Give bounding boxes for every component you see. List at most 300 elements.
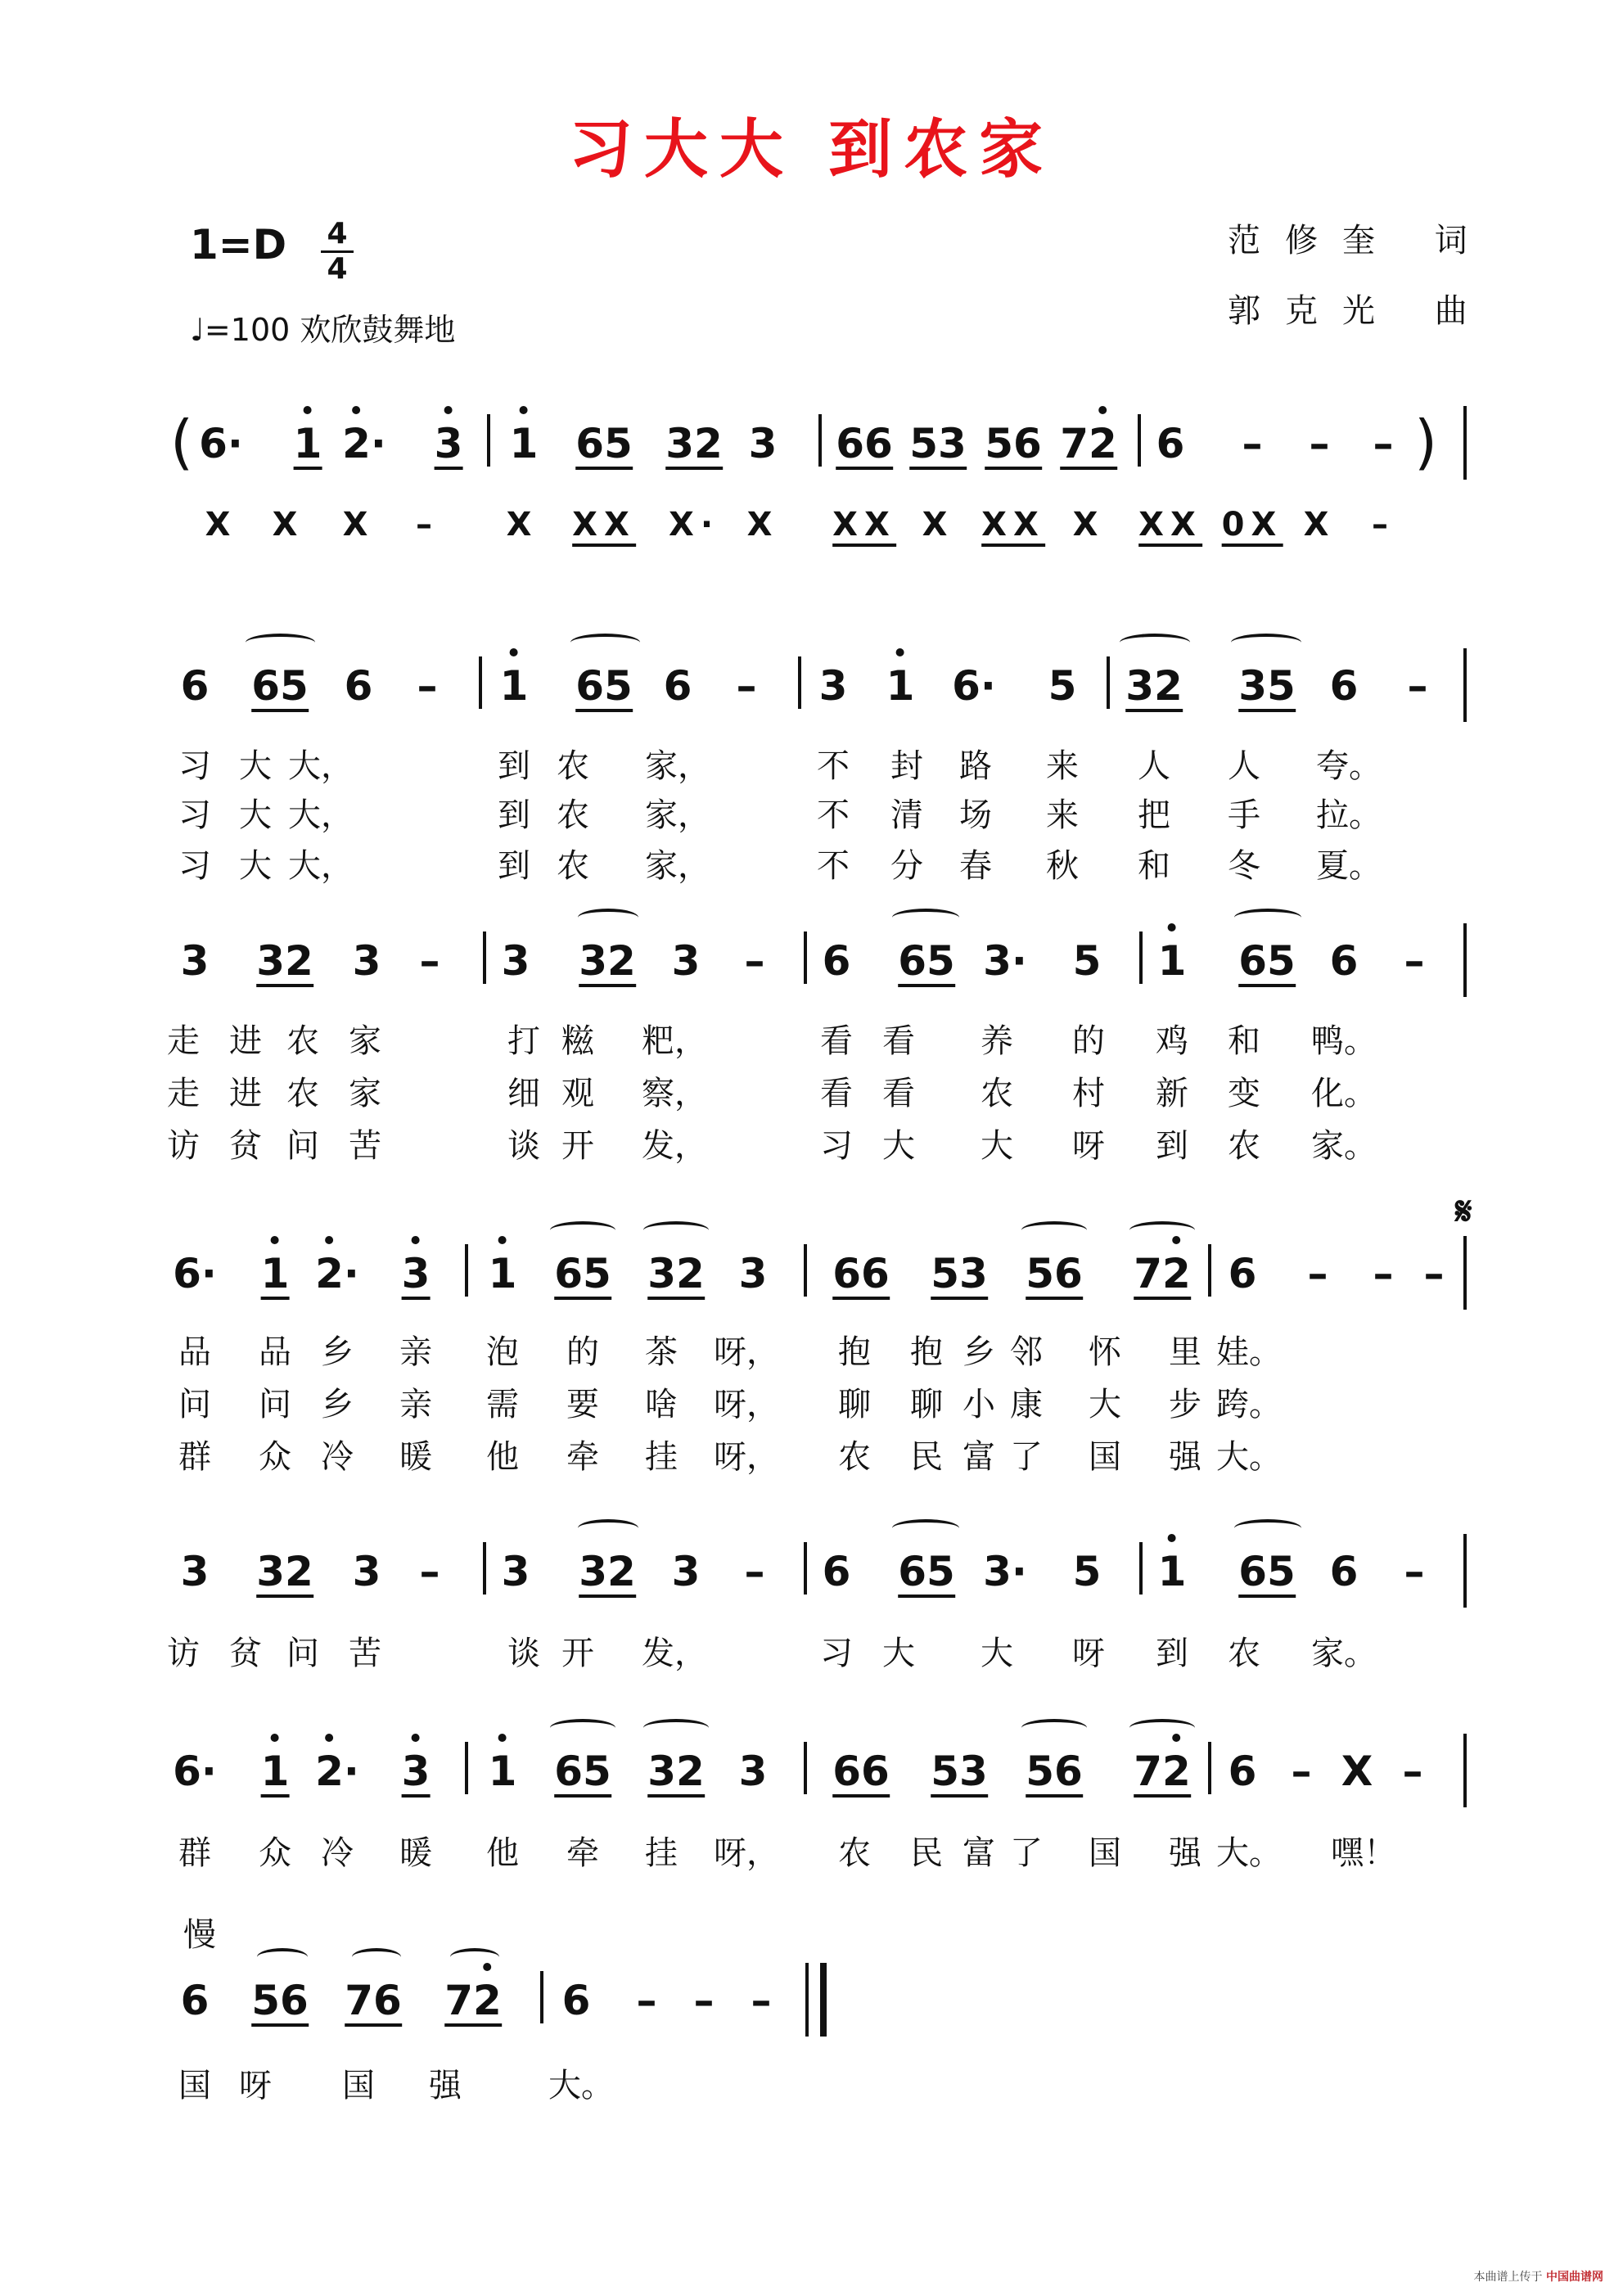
beam-line	[251, 2023, 309, 2027]
lyric-syllable: 牵	[566, 1834, 599, 1872]
note	[315, 1247, 359, 1300]
note	[435, 417, 463, 470]
note-digit: 2	[473, 1974, 502, 2027]
lyric-syllable: 夏。	[1316, 847, 1382, 885]
lyric-syllable: 到	[498, 796, 530, 834]
note	[1158, 1545, 1187, 1598]
note-digit: ·	[343, 1748, 359, 1795]
note-digit: 7	[345, 1977, 373, 2024]
note-digit: 3	[579, 1548, 607, 1595]
note-digit: 1	[261, 1247, 290, 1300]
beam-line	[256, 984, 313, 987]
note	[1229, 1247, 1257, 1300]
lyric-syllable: 拉。	[1316, 796, 1382, 834]
note-digit: 2	[607, 1548, 636, 1595]
footer-brand: 中国曲谱网	[1546, 2271, 1603, 2284]
note-digit: 6	[373, 1977, 402, 2024]
note	[1403, 1745, 1423, 1798]
lyric-syllable: 农	[557, 796, 589, 834]
note-digit: 5	[1026, 1748, 1054, 1795]
lyric-syllable: 众	[259, 1438, 291, 1476]
bar-line	[1463, 923, 1467, 997]
note-digit: 5	[1072, 1548, 1102, 1595]
note	[1424, 1247, 1445, 1300]
slur-mark	[1120, 634, 1190, 652]
beam-line	[294, 467, 322, 470]
note-digit: 2	[676, 1748, 705, 1795]
lyric-syllable: 不	[817, 847, 850, 885]
note	[575, 417, 633, 470]
lyric-syllable: 不	[817, 747, 850, 785]
line2-notes-row	[0, 935, 1623, 987]
note-digit: –	[1404, 1548, 1425, 1595]
lyric-syllable: 发，	[642, 1127, 707, 1165]
repeat-close-paren: )	[1414, 408, 1438, 476]
rhythm-text: –	[416, 506, 439, 544]
lyric-syllable: 问	[286, 1635, 319, 1672]
bar-line	[1139, 1542, 1143, 1595]
lyric-syllable: 的	[566, 1333, 599, 1371]
note-digit: 6	[554, 1250, 583, 1297]
note-digit: –	[419, 937, 440, 985]
slur-mark	[570, 634, 640, 652]
bar-line	[1138, 414, 1141, 467]
note	[181, 660, 210, 712]
lyric-syllable: 茶	[645, 1333, 678, 1371]
note	[342, 417, 386, 470]
note-digit: 5	[1048, 662, 1077, 710]
line6-notes-row	[0, 1974, 1623, 2027]
note-digit: 6	[1329, 1548, 1359, 1595]
lyric-syllable: 亲	[399, 1333, 432, 1371]
footer-watermark	[1474, 2268, 1603, 2285]
note	[1048, 660, 1077, 712]
note-digit: 6	[180, 1977, 210, 2024]
note	[985, 417, 1042, 470]
rhythm-symbol	[747, 506, 779, 544]
lyric-syllable: 到	[1156, 1127, 1188, 1165]
slur-mark	[892, 1519, 959, 1537]
bar-line	[1208, 1742, 1211, 1794]
bar-line	[483, 1542, 486, 1595]
lyric-syllable: 了	[1010, 1438, 1043, 1476]
rhythm-text: X	[342, 506, 375, 544]
note-digit: 1	[1158, 1545, 1187, 1598]
note	[251, 1974, 309, 2027]
note-digit: 1	[489, 1745, 517, 1798]
lyric-syllable: 强	[1169, 1834, 1201, 1872]
note-digit: X	[1341, 1748, 1373, 1795]
line3-notes-row	[0, 1247, 1623, 1300]
note-digit: 5	[985, 420, 1013, 467]
note-digit: 3	[647, 1748, 676, 1795]
note-digit: 1	[1158, 935, 1187, 987]
beam-line	[579, 984, 636, 987]
rhythm-symbol	[832, 506, 896, 544]
lyric-syllable: 步	[1169, 1386, 1201, 1423]
note-digit: 6	[952, 662, 981, 710]
note-digit: 6	[251, 662, 280, 710]
lyric-syllable: 大	[981, 1635, 1013, 1672]
note-digit: 6	[663, 662, 692, 710]
note-digit: 3	[983, 937, 1012, 985]
slur-mark	[1129, 1221, 1195, 1239]
footer-prefix: 本曲谱上传于	[1473, 2271, 1543, 2284]
beam-line	[444, 2023, 502, 2027]
lyric-syllable: 进	[229, 1022, 262, 1060]
beam-line	[931, 1297, 988, 1300]
note	[909, 417, 967, 470]
slur-mark	[257, 1948, 308, 1966]
note	[353, 1545, 381, 1598]
slur-mark	[352, 1948, 401, 1966]
note	[672, 1545, 701, 1598]
slur-mark	[1234, 1519, 1301, 1537]
bar-line	[487, 414, 490, 467]
note-digit: 2	[1162, 1745, 1191, 1798]
note-digit: 3	[501, 1548, 530, 1595]
lyric-syllable: 挂	[645, 1438, 678, 1476]
lyric-syllable: 夸。	[1316, 747, 1382, 785]
lyric-syllable: 贫	[229, 1127, 262, 1165]
lyric-syllable: 发，	[642, 1635, 707, 1672]
lyric-syllable: 人	[1228, 747, 1260, 785]
lyric-syllable: 粑，	[642, 1022, 707, 1060]
lyric-syllable: 到	[498, 847, 530, 885]
bar-line	[818, 414, 822, 467]
note-digit: 6	[180, 662, 210, 710]
lyric-syllable: 家，	[645, 847, 710, 885]
octave-dot	[412, 1734, 420, 1742]
beam-line	[402, 1794, 431, 1798]
note-digit: 6	[344, 662, 373, 710]
slur-mark	[1231, 634, 1301, 652]
lyric-syllable: 要	[566, 1386, 599, 1423]
note-digit: –	[1242, 420, 1263, 467]
rhythm-text: X·	[668, 506, 720, 544]
note	[1026, 1247, 1083, 1300]
note-digit: 6	[861, 1748, 890, 1795]
lyric-syllable: 观	[561, 1075, 594, 1112]
note-digit: ·	[1011, 937, 1027, 985]
note-digit: 3	[671, 937, 701, 985]
rhythm-text: X	[1072, 506, 1105, 544]
beam-line	[647, 1297, 705, 1300]
lyric-syllable: 来	[1046, 747, 1079, 785]
lyric-syllable: 大	[882, 1635, 915, 1672]
note-digit: 2	[315, 1247, 344, 1300]
note-digit: 3	[983, 1548, 1012, 1595]
lyric-syllable: 呀，	[714, 1386, 779, 1423]
lyric-syllable: 走	[167, 1075, 200, 1112]
note-digit: 3	[180, 1548, 210, 1595]
note	[886, 660, 915, 712]
lyric-syllable: 康	[1010, 1386, 1043, 1423]
bar-line	[804, 1742, 807, 1794]
note	[952, 660, 996, 712]
beam-line	[898, 984, 955, 987]
note	[823, 935, 851, 987]
lyric-syllable: 看	[882, 1075, 915, 1112]
bar-line	[1107, 656, 1110, 709]
note-digit: 6	[822, 1548, 851, 1595]
note	[1408, 660, 1428, 712]
bar-line	[1463, 1236, 1467, 1310]
lyric-syllable: 不	[817, 796, 850, 834]
note	[500, 660, 529, 712]
note-digit: –	[751, 1977, 772, 2024]
note-digit: 5	[280, 662, 309, 710]
note	[983, 935, 1027, 987]
note	[836, 417, 893, 470]
note	[1373, 417, 1394, 470]
note-digit: 5	[909, 420, 938, 467]
lyric-syllable: 富	[963, 1438, 995, 1476]
lyric-syllable: 来	[1046, 796, 1079, 834]
note-digit: 6	[832, 1748, 861, 1795]
note-digit: 2	[676, 1250, 705, 1297]
lyric-syllable: 里	[1169, 1333, 1201, 1371]
lyric-syllable: 抱	[910, 1333, 943, 1371]
note-digit: 3	[738, 1250, 768, 1297]
note-digit: 3	[748, 420, 778, 467]
lyric-syllable: 呀	[1072, 1127, 1105, 1165]
note-digit: 3	[647, 1250, 676, 1297]
beam-line	[256, 1595, 313, 1598]
lyric-syllable: 品	[178, 1333, 211, 1371]
note	[1238, 935, 1296, 987]
beam-line	[1026, 1297, 1083, 1300]
lyric-syllable: 家。	[1311, 1127, 1377, 1165]
note-digit: 3	[180, 937, 210, 985]
note	[832, 1247, 890, 1300]
rhythm-symbol	[922, 506, 954, 544]
bar-line	[1463, 1534, 1467, 1608]
note-digit: 5	[604, 420, 633, 467]
note-digit: –	[1407, 662, 1428, 710]
note-digit: 6	[836, 420, 864, 467]
note-digit: 7	[1134, 1748, 1162, 1795]
note	[983, 1545, 1027, 1598]
note-digit: 6	[1156, 420, 1185, 467]
note	[931, 1745, 988, 1798]
lyric-syllable: 呀，	[714, 1333, 779, 1371]
note	[1404, 1545, 1425, 1598]
lyric-syllable: 鸡	[1156, 1022, 1188, 1060]
octave-dot	[271, 1734, 279, 1742]
lyric-syllable: 聊	[910, 1386, 943, 1423]
rhythm-symbol	[1304, 506, 1336, 544]
note-digit: 6	[1054, 1748, 1083, 1795]
rhythm-text: X	[746, 506, 779, 544]
time-signature	[321, 219, 354, 284]
lyric-syllable: 泡	[486, 1333, 519, 1371]
note-digit: 6	[861, 1250, 890, 1297]
lyric-syllable: 乡	[963, 1333, 995, 1371]
note-digit: ·	[343, 1250, 359, 1297]
note-digit: 3	[738, 1748, 768, 1795]
note-digit: –	[1373, 420, 1394, 467]
note	[1125, 660, 1183, 712]
note	[647, 1247, 705, 1300]
beam-line	[1125, 709, 1183, 712]
bar-line	[483, 931, 486, 984]
bar-line	[804, 1542, 807, 1595]
note	[420, 935, 440, 987]
lyric-syllable: 大，	[288, 847, 354, 885]
note	[261, 1247, 290, 1300]
rhythm-text: 0X	[1222, 506, 1283, 547]
lyric-syllable: 他	[486, 1834, 519, 1872]
note	[1330, 1545, 1359, 1598]
note	[554, 1247, 611, 1300]
note-digit: 3	[501, 937, 530, 985]
note-digit: 6	[1054, 1250, 1083, 1297]
bar-line	[465, 1742, 468, 1794]
note-digit: –	[744, 937, 765, 985]
note	[1134, 1247, 1191, 1300]
lyric-syllable: 和	[1228, 1022, 1260, 1060]
note-digit: ·	[980, 662, 996, 710]
note	[261, 1745, 290, 1798]
lyric-syllable: 到	[1156, 1635, 1188, 1672]
note	[823, 1545, 851, 1598]
note-digit: 6	[1329, 937, 1359, 985]
note-digit: –	[693, 1977, 715, 2024]
octave-dot	[1098, 406, 1107, 414]
rhythm-text: XX	[572, 506, 636, 547]
slur-mark	[643, 1719, 709, 1737]
lyric-syllable: 养	[981, 1022, 1013, 1060]
slur-mark	[550, 1221, 615, 1239]
lyric-syllable: 大	[882, 1127, 915, 1165]
note	[665, 417, 723, 470]
note-digit: 3	[579, 937, 607, 985]
rhythm-text: XX	[832, 506, 896, 547]
note	[694, 1974, 715, 2027]
rhythm-symbol	[1073, 506, 1105, 544]
note	[1060, 417, 1117, 470]
note	[256, 935, 313, 987]
note-digit: 5	[604, 662, 633, 710]
slur-mark	[1021, 1221, 1087, 1239]
lyric-syllable: 家，	[645, 796, 710, 834]
note-digit: 2	[342, 417, 371, 470]
lyric-syllable: 贫	[229, 1635, 262, 1672]
note-digit: 1	[510, 417, 539, 470]
note	[489, 1745, 517, 1798]
slow-tempo-mark: 慢	[183, 1916, 216, 1954]
octave-dot	[304, 406, 312, 414]
bar-line	[1463, 648, 1467, 722]
lyric-syllable: 国	[1089, 1834, 1121, 1872]
note-digit: 6	[832, 1250, 861, 1297]
rhythm-symbol	[669, 506, 719, 544]
note	[402, 1247, 431, 1300]
slur-mark	[450, 1948, 499, 1966]
lyric-syllable: 秋	[1046, 847, 1079, 885]
note	[647, 1745, 705, 1798]
bar-line	[1463, 406, 1467, 480]
note-digit: 6	[1238, 1548, 1267, 1595]
lyric-syllable: 看	[882, 1022, 915, 1060]
lyric-syllable: 糍	[561, 1022, 594, 1060]
lyric-syllable: 强	[1169, 1438, 1201, 1476]
lyric-syllable: 农	[981, 1075, 1013, 1112]
time-signature-top: 4	[327, 217, 348, 250]
lyric-syllable: 大。	[548, 2067, 614, 2104]
octave-dot	[325, 1734, 333, 1742]
lyric-syllable: 苦	[349, 1127, 381, 1165]
rhythm-symbol	[507, 506, 539, 544]
octave-dot	[325, 1236, 333, 1244]
lyric-syllable: 怀	[1089, 1333, 1121, 1371]
note-digit: –	[1291, 1748, 1312, 1795]
note	[751, 1974, 772, 2027]
note	[575, 660, 633, 712]
lyric-syllable: 亲	[399, 1386, 432, 1423]
note	[199, 417, 243, 470]
rhythm-symbol	[416, 506, 439, 544]
rhythm-symbol	[1138, 506, 1202, 544]
lyric-syllable: 农	[838, 1438, 871, 1476]
beam-line	[1060, 467, 1117, 470]
note-digit: –	[1402, 1748, 1423, 1795]
note	[739, 1247, 768, 1300]
bar-line	[479, 656, 482, 709]
octave-dot	[510, 648, 518, 656]
lyric-syllable: 呀	[1072, 1635, 1105, 1672]
lyric-syllable: 群	[178, 1834, 211, 1872]
beam-line	[832, 1297, 890, 1300]
note-digit: 5	[1267, 937, 1296, 985]
lyric-syllable: 进	[229, 1075, 262, 1112]
lyric-syllable: 冷	[321, 1438, 354, 1476]
time-signature-bottom: 4	[327, 252, 348, 286]
slur-mark	[892, 909, 959, 927]
lyric-syllable: 大	[239, 796, 272, 834]
slur-mark	[1021, 1719, 1087, 1737]
lyric-syllable: 农	[286, 1022, 319, 1060]
lyric-syllable: 品	[259, 1333, 291, 1371]
lyric-syllable: 呀，	[714, 1834, 779, 1872]
note	[1292, 1745, 1312, 1798]
intro-notes-row	[0, 408, 1623, 476]
rhythm-symbol	[1222, 506, 1283, 544]
note-digit: 2	[315, 1745, 344, 1798]
beam-line	[931, 1794, 988, 1798]
note	[256, 1545, 313, 1598]
note	[181, 1974, 210, 2027]
note	[562, 1974, 591, 2027]
lyric-syllable: 清	[890, 796, 923, 834]
note	[819, 660, 848, 712]
lyric-syllable: 路	[959, 747, 992, 785]
lyric-syllable: 呀	[239, 2067, 272, 2104]
note	[1026, 1745, 1083, 1798]
rhythm-text: –	[1372, 506, 1395, 544]
beam-line	[251, 709, 309, 712]
note	[173, 1247, 217, 1300]
lyric-syllable: 暖	[399, 1438, 432, 1476]
lyric-syllable: 问	[178, 1386, 211, 1423]
octave-dot	[271, 1236, 279, 1244]
note	[1156, 417, 1185, 470]
slur-mark	[643, 1221, 709, 1239]
beam-line	[1026, 1794, 1083, 1798]
note	[1238, 1545, 1296, 1598]
slur-mark	[1129, 1719, 1195, 1737]
